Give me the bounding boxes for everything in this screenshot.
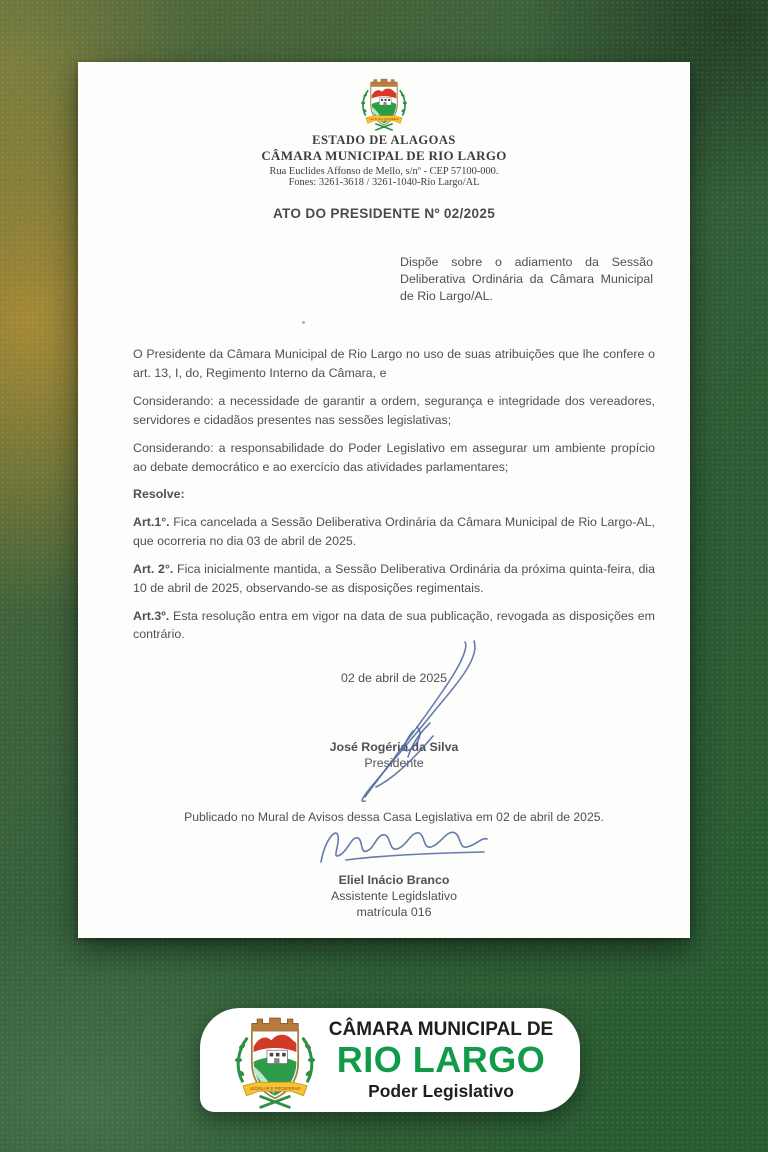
president-signature-block: [133, 739, 655, 771]
date-line: 02 de abril de 2025: [340, 671, 448, 686]
banner-line-city: RIO LARGO: [336, 1038, 546, 1080]
article-1-lead: Art.1°.: [133, 515, 170, 530]
document-epigraph: Dispõe sobre o adiamento da Sessão Deliberativa Ordinária da Câmara Municipal de Rio Largo/AL.: [400, 255, 653, 304]
assistant-registration: matrícula 016: [356, 904, 432, 919]
assistant-role: Assistente Legidslativo: [330, 888, 458, 903]
article-1-text: Fica cancelada a Sessão Deliberativa Ordinária da Câmara Municipal de Rio Largo-AL, que ocorreria no dia 03 de abril de 2025.: [133, 515, 655, 549]
letterhead-chamber: CÂMARA MUNICIPAL DE RIO LARGO: [261, 148, 507, 163]
resolve-label: Resolve:: [133, 487, 185, 502]
considering-paragraph-2: Considerando: a responsabilidade do Poder Legislativo em assegurar um ambiente propício ao debate democrático e ao exercício das atividades parlamentares;: [133, 440, 655, 474]
municipal-coat-of-arms-icon: [355, 75, 413, 131]
assistant-name: Eliel Inácio Branco: [338, 872, 450, 887]
banner-line-branch: Poder Legislativo: [368, 1080, 514, 1101]
article-2-text: Fica inicialmente mantida, a Sessão Deliberativa Ordinária da próxima quinta-feira, dia 10 de abril de 2025, observando-se as disposições regimentais.: [133, 561, 655, 595]
article-1: [133, 513, 655, 551]
article-3-lead: Art.3º.: [133, 608, 170, 623]
president-name: José Rogério da Silva: [329, 740, 459, 755]
article-2: [133, 560, 655, 598]
publication-note: Publicado no Mural de Avisos dessa Casa Legislativa em 02 de abril de 2025.: [184, 810, 604, 825]
considering-paragraph-1: Considerando: a necessidade de garantir a ordem, segurança e integridade dos vereadores, servidores e cidadãos presentes nas sessões legislativas;: [133, 394, 655, 427]
letterhead-state: ESTADO DE ALAGOAS: [312, 133, 456, 147]
president-role: Presidente: [364, 756, 424, 771]
document-letterhead: [78, 133, 690, 188]
scan-stray-mark: [302, 321, 305, 324]
article-3: [133, 607, 655, 645]
document-body: [78, 345, 690, 920]
assistant-signature-block: [133, 873, 655, 921]
letterhead-address: Rua Euclides Affonso de Mello, s/nº - CEP 57100-000.: [269, 166, 499, 177]
official-document-page: [78, 62, 690, 938]
chamber-footer-banner: [200, 1008, 580, 1112]
article-2-lead: Art. 2°.: [133, 561, 174, 576]
article-3-text: Esta resolução entra em vigor na data de sua publicação, revogada as disposições em contrário.: [133, 608, 655, 642]
document-title: ATO DO PRESIDENTE Nº 02/2025: [272, 206, 496, 221]
banner-coat-of-arms-icon: [228, 1011, 322, 1109]
letterhead-phones: Fones: 3261-3618 / 3261-1040-Rio Largo/AL: [288, 177, 480, 188]
banner-text-block: [326, 1020, 580, 1100]
banner-line-chamber: CÂMARA MUNICIPAL DE: [328, 1018, 554, 1040]
preamble-paragraph: O Presidente da Câmara Municipal de Rio Largo no uso de suas atribuições que lhe confere o art. 13, I, do, Regimento Interno da Câmara, e: [133, 347, 655, 381]
